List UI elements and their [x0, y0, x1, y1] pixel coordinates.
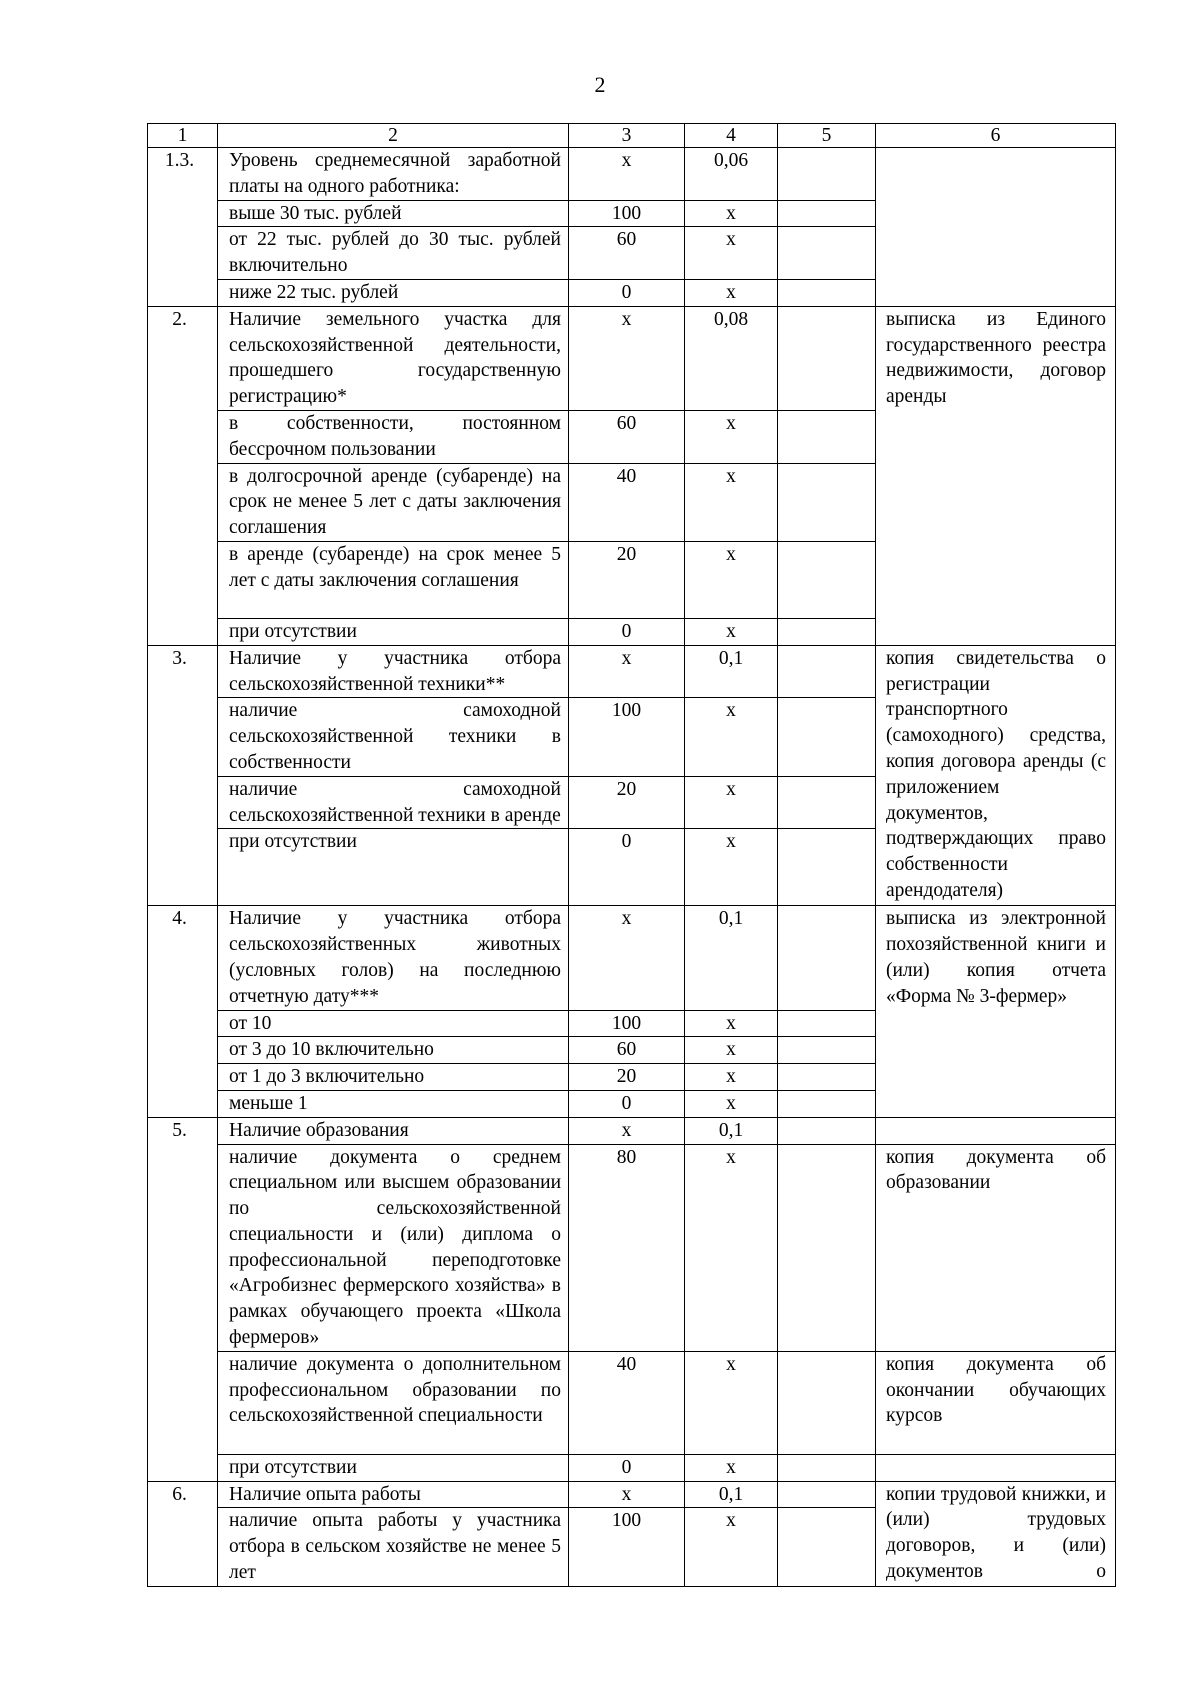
- weight-cell: х: [685, 618, 778, 645]
- criterion-text: наличие опыта работы у участника отбора в сельском хозяйстве не менее 5 лет: [218, 1508, 569, 1586]
- score-cell: 60: [569, 1037, 685, 1064]
- value-cell: [778, 279, 876, 306]
- value-cell: [778, 541, 876, 618]
- value-cell: [778, 200, 876, 227]
- value-cell: [778, 645, 876, 698]
- score-cell: х: [569, 148, 685, 201]
- document-cell: копия свидетельства о регистрации транспортного (самоходного) средства, копия договора аренды (с приложением документов, подтверждающих право собственности арендодателя): [876, 645, 1116, 906]
- weight-cell: х: [685, 1454, 778, 1481]
- criterion-text: от 1 до 3 включительно: [218, 1064, 569, 1091]
- value-cell: [778, 1117, 876, 1144]
- document-cell: [876, 1454, 1116, 1481]
- weight-cell: х: [685, 227, 778, 280]
- weight-cell: 0,1: [685, 1481, 778, 1508]
- document-cell: [876, 148, 1116, 307]
- document-cell: копии трудовой книжки, и (или) трудовых договоров, и (или) документов о: [876, 1481, 1116, 1586]
- weight-cell: х: [685, 1037, 778, 1064]
- value-cell: [778, 1090, 876, 1117]
- row-number: 2.: [148, 306, 218, 645]
- table-header-row: [148, 124, 1116, 148]
- score-cell: 80: [569, 1144, 685, 1351]
- score-cell: 0: [569, 1090, 685, 1117]
- document-cell: копия документа об окончании обучающих курсов: [876, 1351, 1116, 1454]
- criterion-text: Наличие образования: [218, 1117, 569, 1144]
- weight-cell: х: [685, 698, 778, 776]
- table-row: [148, 1454, 1116, 1481]
- table-row: [148, 1117, 1116, 1144]
- weight-cell: х: [685, 1144, 778, 1351]
- value-cell: [778, 1351, 876, 1454]
- value-cell: [778, 410, 876, 463]
- document-cell: выписка из Единого государственного реестра недвижимости, договор аренды: [876, 306, 1116, 645]
- table-row: [148, 306, 1116, 410]
- table-row: [148, 906, 1116, 1010]
- criterion-text: наличие самоходной сельскохозяйственной техники в аренде: [218, 776, 569, 829]
- criterion-text: выше 30 тыс. рублей: [218, 200, 569, 227]
- weight-cell: 0,06: [685, 148, 778, 201]
- criterion-text: при отсутствии: [218, 829, 569, 906]
- value-cell: [778, 618, 876, 645]
- value-cell: [778, 1064, 876, 1091]
- table-row: [148, 1351, 1116, 1454]
- criterion-text: Наличие у участника отбора сельскохозяйственных животных (условных голов) на последнюю отчетную дату***: [218, 906, 569, 1010]
- weight-cell: х: [685, 541, 778, 618]
- value-cell: [778, 1010, 876, 1037]
- table-row: [148, 1144, 1116, 1351]
- criterion-text: при отсутствии: [218, 618, 569, 645]
- score-cell: 60: [569, 410, 685, 463]
- score-cell: 100: [569, 1010, 685, 1037]
- weight-cell: х: [685, 200, 778, 227]
- value-cell: [778, 463, 876, 541]
- criterion-text: Наличие земельного участка для сельскохозяйственной деятельности, прошедшего государственную регистрацию*: [218, 306, 569, 410]
- weight-cell: х: [685, 279, 778, 306]
- value-cell: [778, 306, 876, 410]
- score-cell: 0: [569, 1454, 685, 1481]
- weight-cell: х: [685, 829, 778, 906]
- row-number: 1.3.: [148, 148, 218, 307]
- criterion-text: меньше 1: [218, 1090, 569, 1117]
- value-cell: [778, 1037, 876, 1064]
- criterion-text: Уровень среднемесячной заработной платы на одного работника:: [218, 148, 569, 201]
- score-cell: 100: [569, 698, 685, 776]
- value-cell: [778, 227, 876, 280]
- weight-cell: 0,1: [685, 906, 778, 1010]
- row-number: 5.: [148, 1117, 218, 1481]
- score-cell: 60: [569, 227, 685, 280]
- value-cell: [778, 906, 876, 1010]
- header-cell: 2: [218, 124, 569, 148]
- score-cell: 100: [569, 1508, 685, 1586]
- weight-cell: 0,1: [685, 1117, 778, 1144]
- header-cell: 6: [876, 124, 1116, 148]
- score-cell: 20: [569, 1064, 685, 1091]
- score-cell: х: [569, 1117, 685, 1144]
- criterion-text: в аренде (субаренде) на срок менее 5 лет с даты заключения соглашения: [218, 541, 569, 618]
- score-cell: х: [569, 906, 685, 1010]
- criterion-text: наличие документа о дополнительном профессиональном образовании по сельскохозяйственной специальности: [218, 1351, 569, 1454]
- criterion-text: в долгосрочной аренде (субаренде) на срок не менее 5 лет с даты заключения соглашения: [218, 463, 569, 541]
- table-row: [148, 1481, 1116, 1508]
- document-cell: выписка из электронной похозяйственной книги и (или) копия отчета «Форма № 3-фермер»: [876, 906, 1116, 1117]
- score-cell: 20: [569, 776, 685, 829]
- row-number: 4.: [148, 906, 218, 1117]
- value-cell: [778, 1481, 876, 1508]
- value-cell: [778, 148, 876, 201]
- score-cell: 0: [569, 279, 685, 306]
- criterion-text: наличие самоходной сельскохозяйственной техники в собственности: [218, 698, 569, 776]
- value-cell: [778, 1144, 876, 1351]
- header-cell: 3: [569, 124, 685, 148]
- header-cell: 4: [685, 124, 778, 148]
- weight-cell: х: [685, 1351, 778, 1454]
- page-number: 2: [594, 72, 606, 97]
- header-cell: 1: [148, 124, 218, 148]
- table-row: [148, 148, 1116, 201]
- score-cell: 20: [569, 541, 685, 618]
- criterion-text: при отсутствии: [218, 1454, 569, 1481]
- weight-cell: 0,1: [685, 645, 778, 698]
- weight-cell: х: [685, 776, 778, 829]
- score-cell: 40: [569, 463, 685, 541]
- weight-cell: 0,08: [685, 306, 778, 410]
- score-cell: 100: [569, 200, 685, 227]
- criterion-text: Наличие у участника отбора сельскохозяйственной техники**: [218, 645, 569, 698]
- row-number: 3.: [148, 645, 218, 906]
- criterion-text: в собственности, постоянном бессрочном пользовании: [218, 410, 569, 463]
- criterion-text: от 10: [218, 1010, 569, 1037]
- value-cell: [778, 1454, 876, 1481]
- row-number: 6.: [148, 1481, 218, 1586]
- weight-cell: х: [685, 1064, 778, 1091]
- criterion-text: наличие документа о среднем специальном или высшем образовании по сельскохозяйственной специальности и (или) диплома о профессиональной переподготовке «Агробизнес фермерского хозяйства» в рамках обучающего проекта «Школа фермеров»: [218, 1144, 569, 1351]
- criterion-text: ниже 22 тыс. рублей: [218, 279, 569, 306]
- score-cell: х: [569, 645, 685, 698]
- weight-cell: х: [685, 410, 778, 463]
- criterion-text: от 22 тыс. рублей до 30 тыс. рублей включительно: [218, 227, 569, 280]
- weight-cell: х: [685, 1090, 778, 1117]
- value-cell: [778, 698, 876, 776]
- score-cell: х: [569, 1481, 685, 1508]
- weight-cell: х: [685, 1010, 778, 1037]
- criterion-text: Наличие опыта работы: [218, 1481, 569, 1508]
- score-cell: 0: [569, 618, 685, 645]
- table-row: [148, 645, 1116, 698]
- document-cell: копия документа об образовании: [876, 1144, 1116, 1351]
- value-cell: [778, 1508, 876, 1586]
- score-cell: 40: [569, 1351, 685, 1454]
- value-cell: [778, 829, 876, 906]
- weight-cell: х: [685, 463, 778, 541]
- score-cell: х: [569, 306, 685, 410]
- header-cell: 5: [778, 124, 876, 148]
- criteria-table: [147, 123, 1116, 1587]
- score-cell: 0: [569, 829, 685, 906]
- value-cell: [778, 776, 876, 829]
- weight-cell: х: [685, 1508, 778, 1586]
- document-cell: [876, 1117, 1116, 1144]
- criterion-text: от 3 до 10 включительно: [218, 1037, 569, 1064]
